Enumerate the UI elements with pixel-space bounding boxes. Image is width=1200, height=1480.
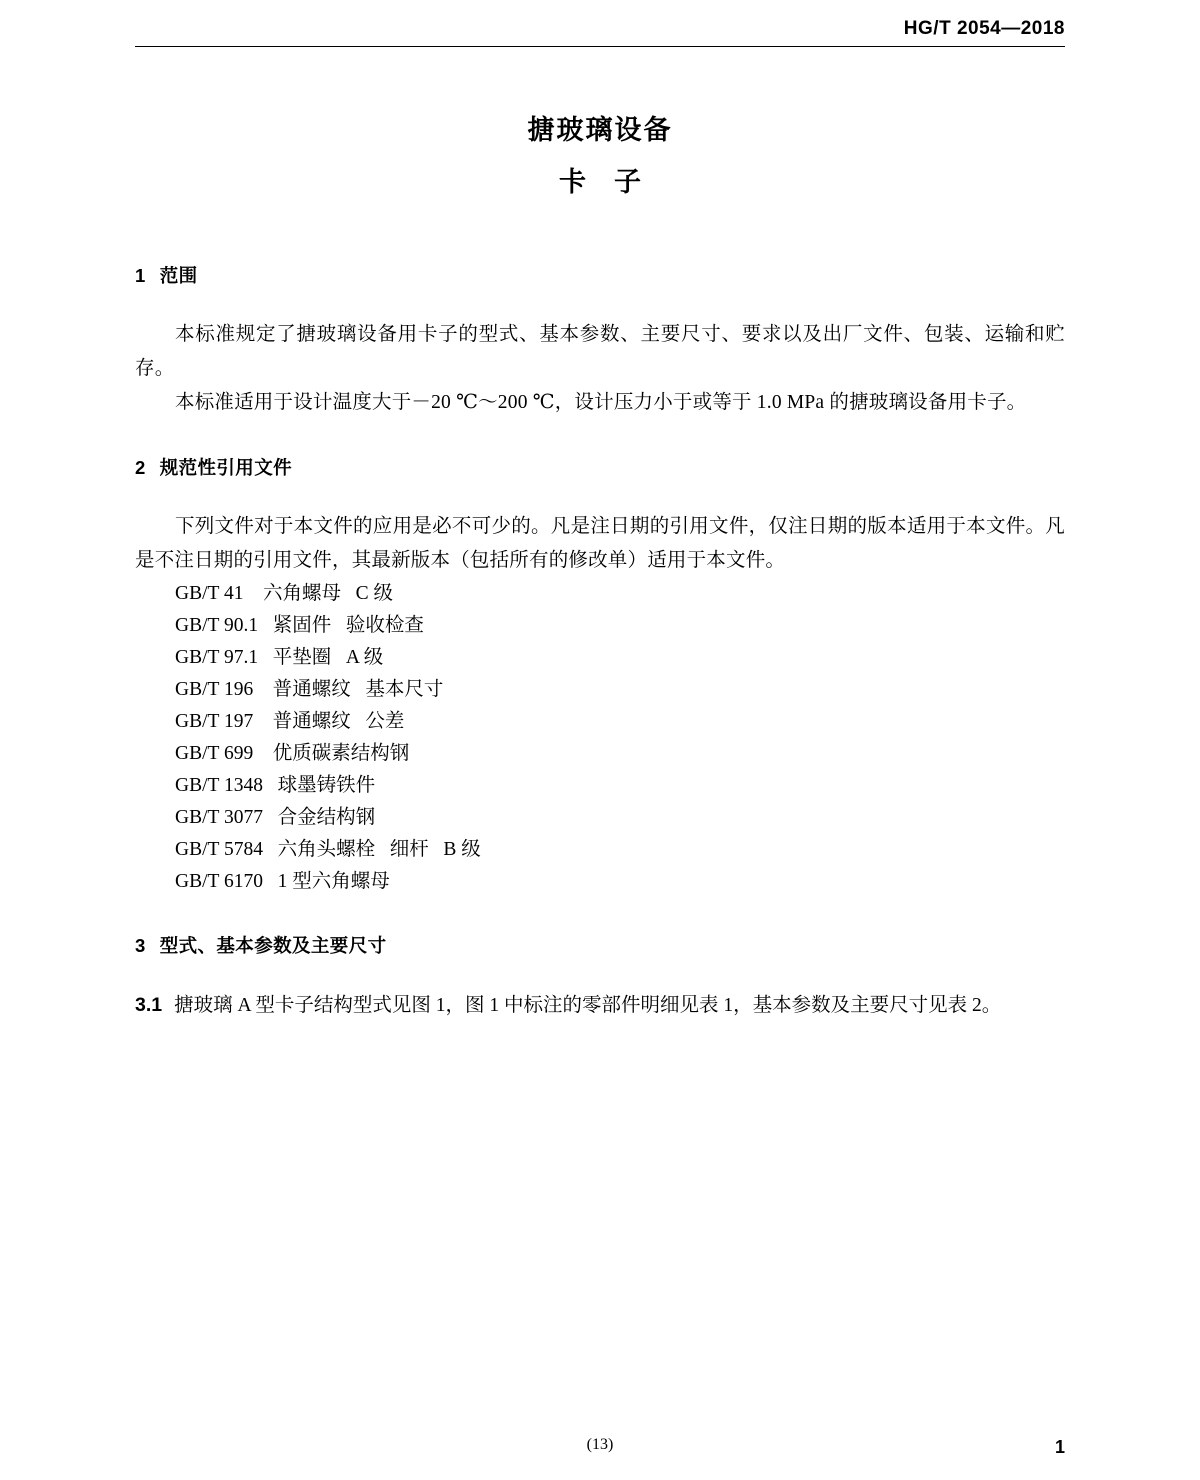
section-heading-3 [135, 932, 1065, 958]
spacer [135, 420, 1065, 454]
page-header-standard-code: HG/T 2054—2018 [903, 18, 1065, 39]
document-title: 搪玻璃设备 [527, 115, 673, 145]
page-content [135, 0, 1065, 1480]
spacer [135, 288, 1065, 318]
spacer [135, 958, 1065, 988]
list-item: GB/T 97.1 平垫圈 A 级 [175, 647, 384, 668]
spacer [135, 898, 1065, 932]
section-2-paragraph-1: 下列文件对于本文件的应用是必不可少的。凡是注日期的引用文件，仅注日期的版本适用于本文件。凡是不注日期的引用文件，其最新版本（包括所有的修改单）适用于本文件。 [135, 516, 1065, 571]
section-1-paragraph-2: 本标准适用于设计温度大于－20 ℃～200 ℃，设计压力小于或等于 1.0 MPa 的搪玻璃设备用卡子。 [175, 392, 1027, 413]
section-title-2: 规范性引用文件 [159, 457, 293, 478]
header-rule [135, 46, 1065, 47]
list-item: GB/T 699 优质碳素结构钢 [175, 743, 410, 764]
list-item: GB/T 3077 合金结构钢 [175, 807, 376, 828]
list-item: GB/T 41 六角螺母 C 级 [175, 583, 393, 604]
clause-text-3-1: 搪玻璃 A 型卡子结构型式见图 1，图 1 中标注的零部件明细见表 1，基本参数及主要尺寸见表 2。 [174, 995, 1002, 1016]
list-item: GB/T 197 普通螺纹 公差 [175, 711, 405, 732]
section-number-3: 3 [135, 935, 146, 956]
clause-3-1 [135, 988, 1065, 1023]
document-body [135, 262, 1065, 1023]
spacer [135, 480, 1065, 510]
section-heading-1 [135, 262, 1065, 288]
section-title-3: 型式、基本参数及主要尺寸 [159, 935, 387, 956]
section-title-1: 范围 [159, 265, 198, 286]
clause-number-3-1: 3.1 [135, 994, 163, 1016]
section-1-paragraph-1: 本标准规定了搪玻璃设备用卡子的型式、基本参数、主要尺寸、要求以及出厂文件、包装、运输和贮存。 [135, 324, 1065, 379]
list-item: GB/T 196 普通螺纹 基本尺寸 [175, 679, 444, 700]
normative-reference-list [135, 578, 1065, 898]
section-number-1: 1 [135, 265, 146, 286]
list-item: GB/T 1348 球墨铸铁件 [175, 775, 376, 796]
list-item: GB/T 5784 六角头螺栓 细杆 B 级 [175, 839, 481, 860]
footer-center-label: (13) [586, 1436, 614, 1453]
section-heading-2 [135, 454, 1065, 480]
document-subtitle: 卡子 [559, 167, 669, 197]
page-number: 1 [1054, 1437, 1065, 1457]
list-item: GB/T 6170 1 型六角螺母 [175, 871, 390, 892]
list-item: GB/T 90.1 紧固件 验收检查 [175, 615, 424, 636]
section-number-2: 2 [135, 457, 146, 478]
